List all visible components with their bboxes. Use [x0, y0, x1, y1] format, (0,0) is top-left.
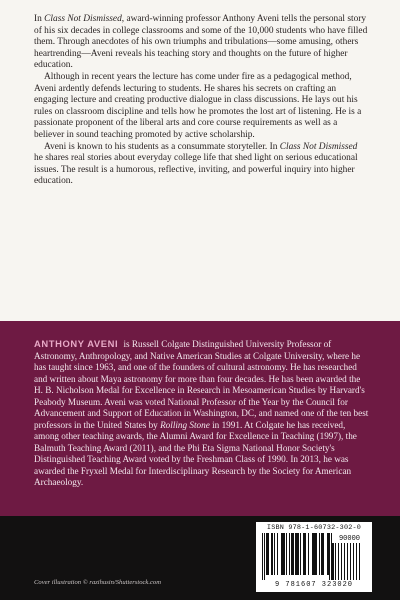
description-paragraph-3 [34, 142, 368, 188]
description-text: , award-winning professor Anthony Aveni tells the personal story of his six decades in college classrooms and some of the 10,000 students who have filled them. Through anecdotes of his own triumphs and tribulations—some amusing, others heartrending—Aveni reveals his teaching story and thoughts on the future of higher education. [34, 14, 368, 71]
author-bio [34, 338, 370, 489]
magazine-title: Rolling Stone [160, 419, 210, 430]
description-text: Aveni is known to his students as a consummate storyteller. In [44, 141, 280, 152]
book-title-italic: Class Not Dismissed [279, 141, 358, 152]
description-text: he shares real stories about everyday college life that shed light on serious educational issues. The result is a humorous, reflective, inviting, and powerful inquiry into higher education. [34, 153, 358, 187]
barcode-image [260, 533, 368, 580]
book-description [34, 14, 368, 188]
footer-panel [0, 516, 400, 600]
book-title-italic: Class Not Dismissed [44, 14, 122, 24]
author-panel [0, 321, 400, 516]
author-name: ANTHONY AVENI [34, 338, 119, 349]
isbn-number: ISBN 978-1-60732-302-0 [266, 524, 362, 532]
description-paragraph-2: Although in recent years the lecture has come under fire as a pedagogical method, Aveni ardently defends lecturing to students. He shares his secrets on crafting an engaging lecture and creating productive dialogue in class discussions. He lays out his rules on classroom discipline and tells how he promotes the lost art of listening. He is a passionate proponent of the liberal arts and core course requirements as well as a believer in sound teaching promoted by active scholarship. [34, 71, 362, 140]
description-paragraph-1: In Class Not Dismissed, award-winning professor Anthony Aveni tells the personal story of his six decades in college classrooms and some of the 10,000 students who have filled them. Through anecdotes of his own triumphs and tribulations—some amusing, others heartrending—Aveni reveals his teaching story and thoughts on the future of higher education. [34, 14, 368, 71]
cover-credit: Cover illustration © razihusin/Shutterstock.com [34, 579, 161, 586]
author-bio-text: in 1991. At Colgate he has received, among other teaching awards, the Alumni Award for Excellence in Teaching (1997), the Balmuth Teaching Award (2011), and the Phi Eta Sigma National Honor Society's Distinguished Teaching Award voted by the Freshman Class of 1990. In 2013, he was awarded the Fryxell Medal for Interdisciplinary Research by the Society for American Archaeology. [34, 419, 357, 487]
price-code: 90000 [338, 535, 360, 543]
author-bio-text: is Russell Colgate Distinguished University Professor of Astronomy, Anthropology, and Native American Studies at Colgate University, where he has taught since 1963, and one of the founders of cultural astronomy. He has researched and written about Maya astronomy for more than four decades. He has been awarded the H. B. Nicholson Medal for Excellence in Research in Mesoamerican Studies by Harvard's Peabody Museum. Aveni was voted National Professor of the Year by the Council for Advancement and Support of Education in Washington, DC, and named one of the ten best professors in the United States by [34, 339, 369, 430]
barcode-label [256, 522, 372, 592]
isbn-text [256, 524, 372, 532]
barcode-digits: 9 781607 323020 [274, 581, 353, 589]
